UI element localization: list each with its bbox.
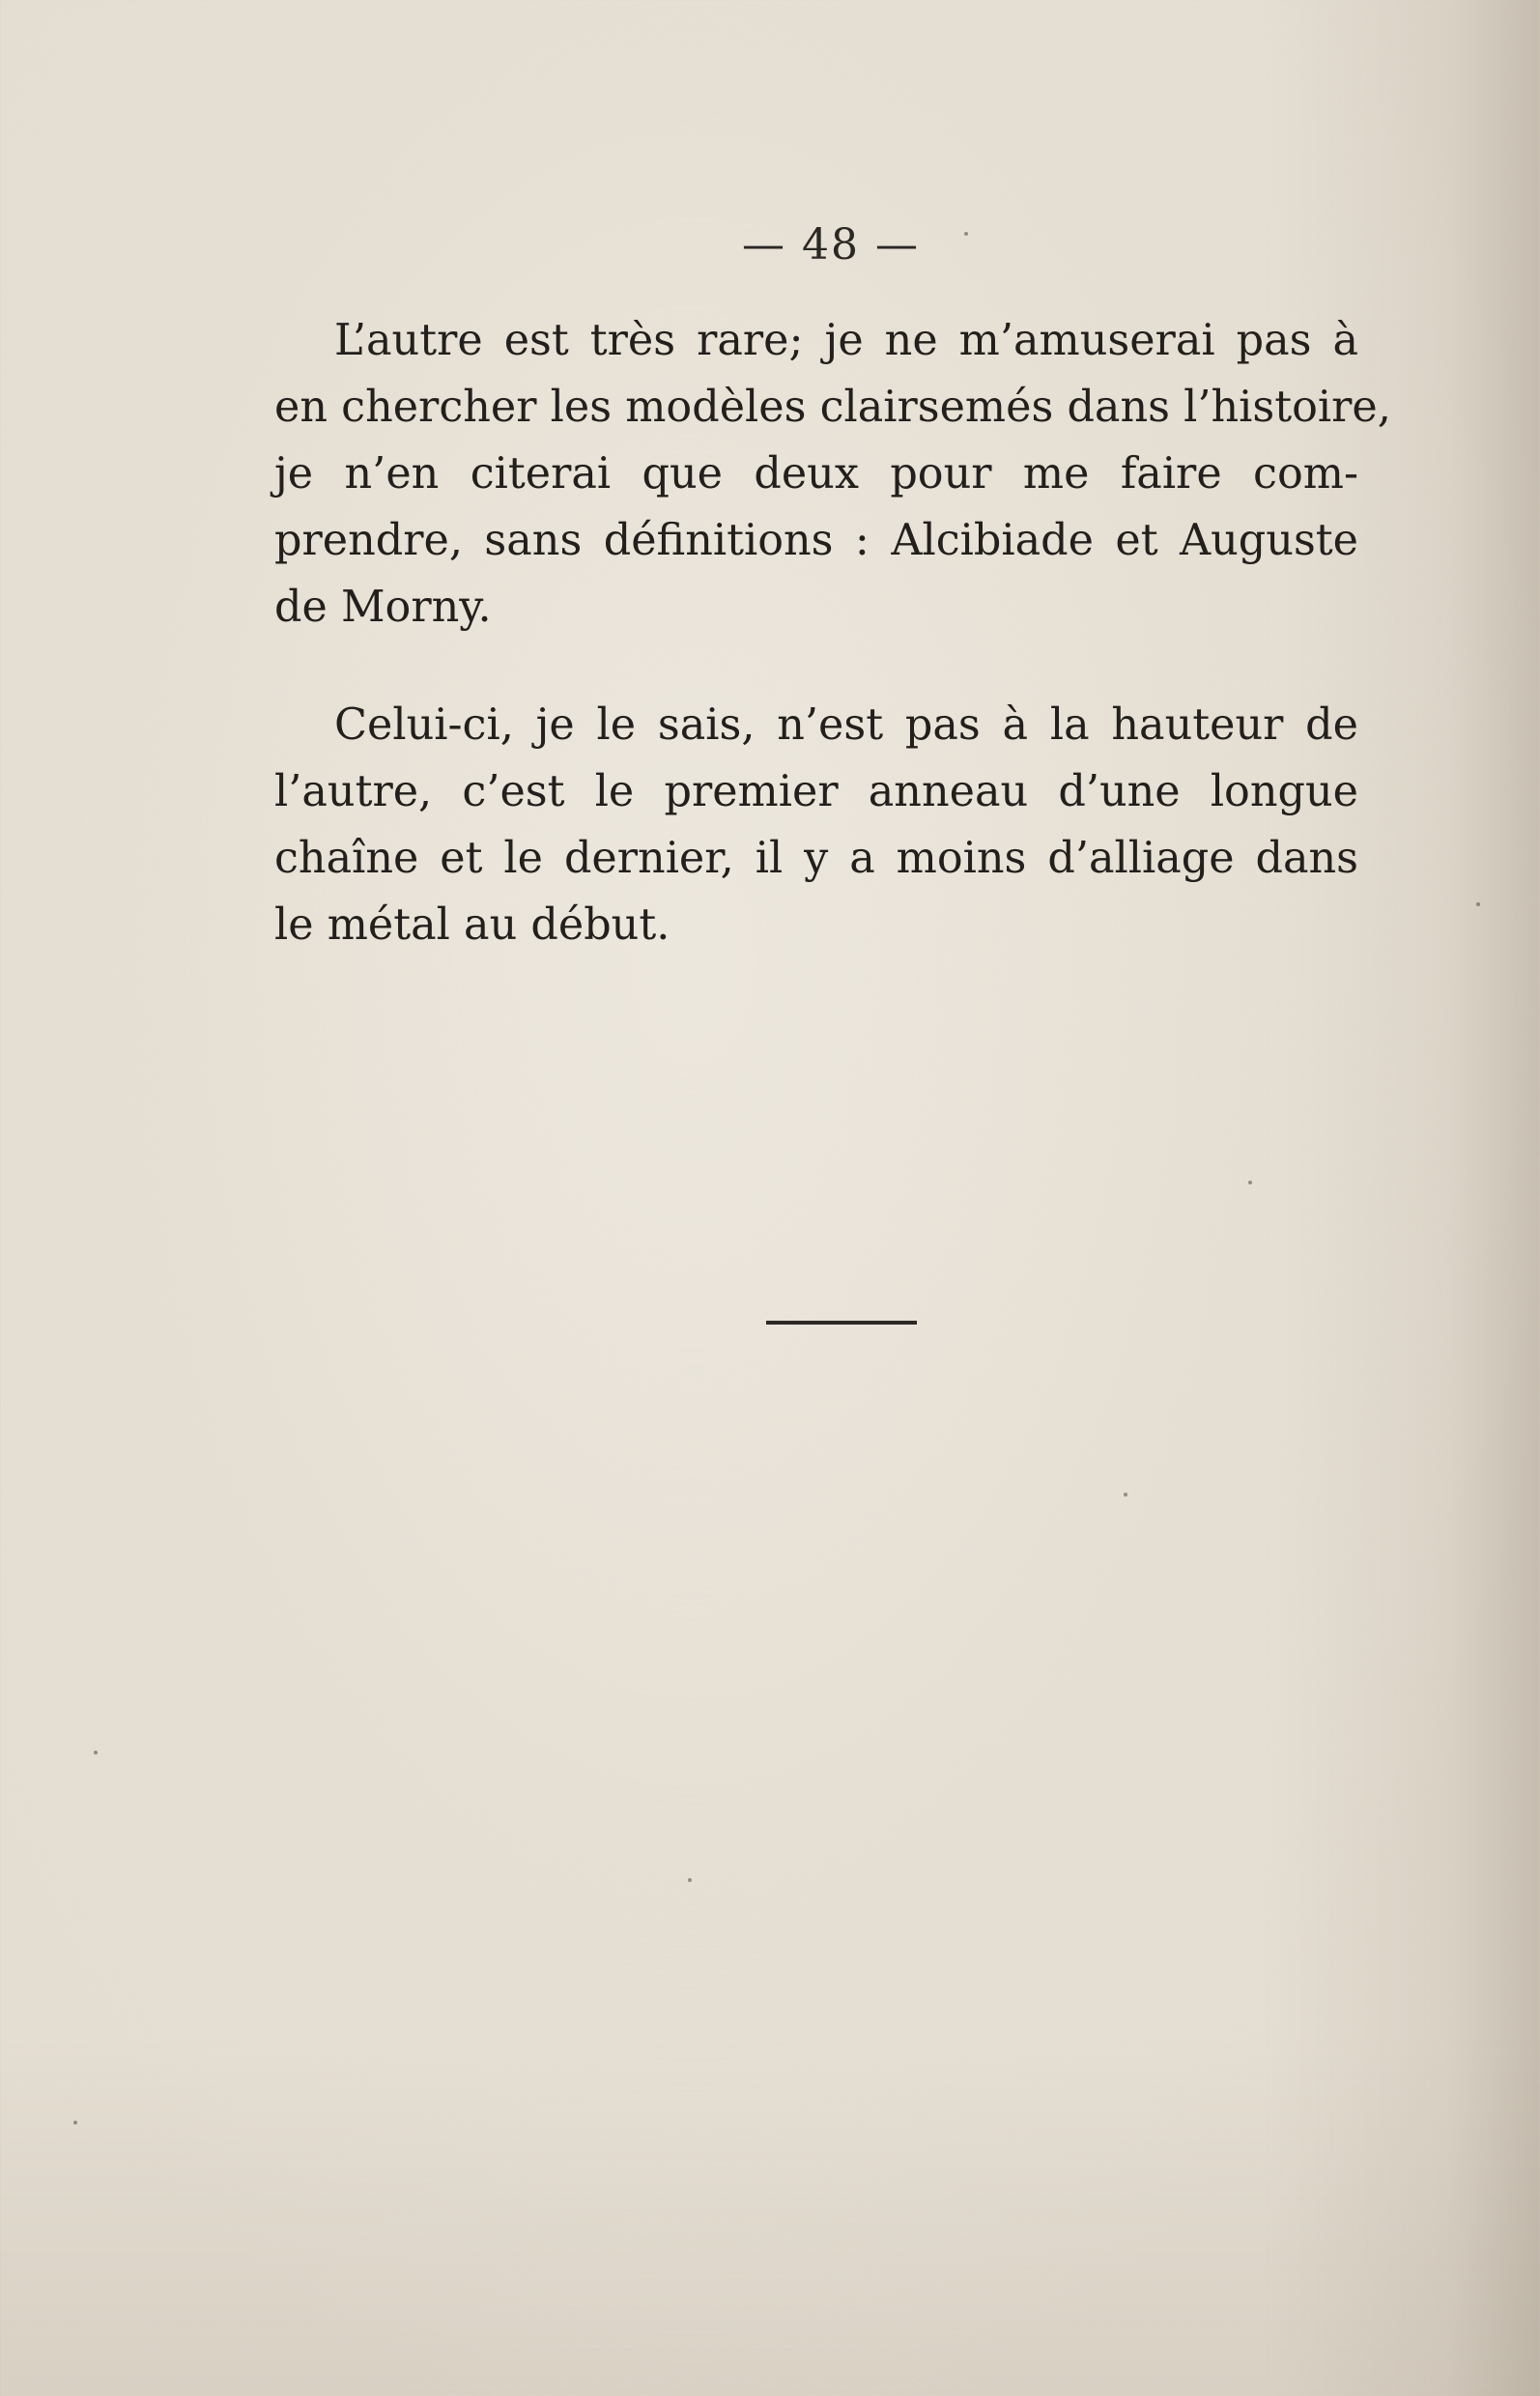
text-line: je n’en citerai que deux pour me faire com-	[274, 449, 1358, 499]
paragraph-1	[274, 307, 1391, 641]
page-number: — 48 —	[742, 220, 920, 270]
paper-speck	[964, 232, 968, 236]
text-line: en chercher les modèles clairsemés dans l’histoire,	[274, 383, 1391, 432]
text-line: l’autre, c’est le premier anneau d’une longue	[274, 767, 1358, 816]
text-line: L’autre est très rare; je ne m’amuserai pas à	[334, 316, 1358, 365]
section-end-rule	[766, 1321, 917, 1325]
paragraph-2	[274, 692, 1358, 958]
text-line: de Morny.	[274, 583, 492, 632]
paper-speck	[94, 1751, 98, 1754]
text-line: le métal au début.	[274, 900, 670, 950]
text-line: Celui-ci, je le sais, n’est pas à la hauteur de	[334, 700, 1358, 750]
paper-speck	[1124, 1493, 1127, 1497]
paper-speck	[1476, 902, 1480, 906]
text-line: prendre, sans définitions : Alcibiade et Auguste	[274, 516, 1358, 565]
paper-speck	[688, 1878, 692, 1882]
text-line: chaîne et le dernier, il y a moins d’alliage dans	[274, 834, 1358, 883]
paper-speck	[73, 2121, 77, 2125]
paper-speck	[1248, 1181, 1252, 1184]
